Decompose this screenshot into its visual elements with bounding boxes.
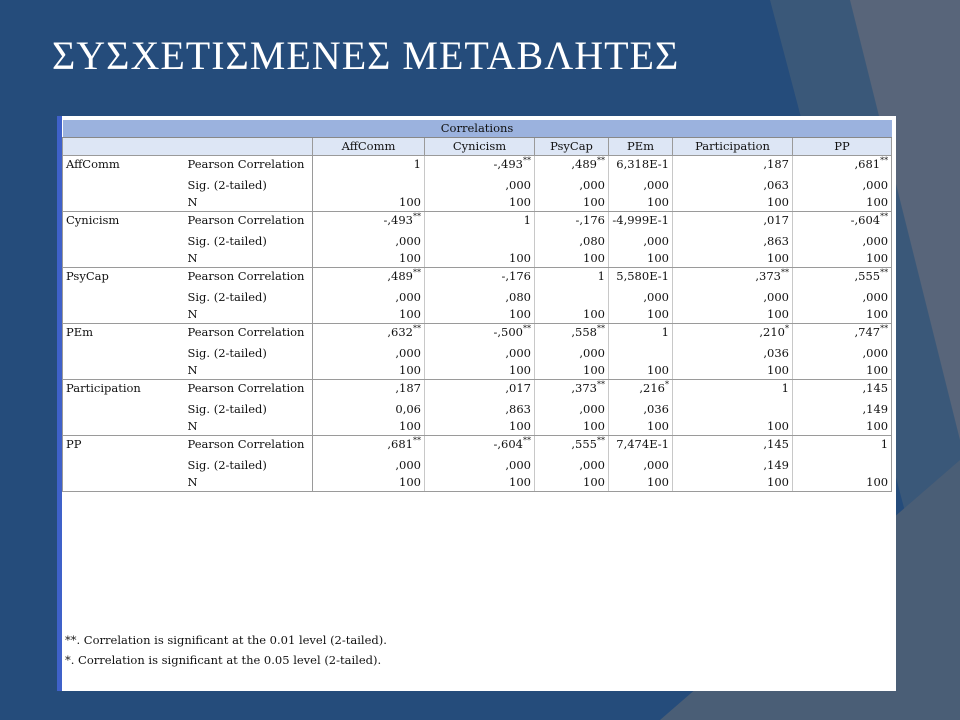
column-header: PEm [609, 138, 673, 156]
pearson-cell [609, 380, 673, 398]
pearson-cell [313, 324, 425, 342]
pearson-cell [673, 212, 793, 230]
pearson-cell [673, 268, 793, 286]
pearson-value: ,489 [387, 269, 413, 283]
row-stat-label: Sig. (2-tailed) [185, 341, 313, 362]
pearson-cell [535, 436, 609, 454]
row-stat-label: Pearson Correlation [185, 324, 313, 342]
pearson-cell [793, 380, 892, 398]
significance-marker: ** [523, 156, 531, 165]
table-row [63, 397, 892, 418]
pearson-value: 1 [661, 325, 669, 339]
pearson-value: ,489 [571, 157, 597, 171]
pearson-cell [535, 212, 609, 230]
pearson-cell [425, 380, 535, 398]
pearson-value: ,145 [862, 381, 889, 395]
sig-cell [673, 397, 793, 418]
table-row [63, 173, 892, 194]
pearson-cell [425, 212, 535, 230]
pearson-value: ,555 [571, 437, 597, 451]
significance-marker: ** [880, 212, 889, 221]
n-cell: 100 [609, 194, 673, 212]
row-stat-label: Pearson Correlation [185, 156, 313, 174]
pearson-value: 6,318E-1 [616, 157, 669, 171]
sig-cell: ,000 [609, 229, 673, 250]
pearson-value: 7,474E-1 [616, 437, 669, 451]
pearson-cell [673, 380, 793, 398]
table-row [63, 229, 892, 250]
n-cell: 100 [609, 474, 673, 492]
row-variable-label: Cynicism [63, 212, 185, 268]
pearson-value: ,210 [759, 325, 785, 339]
n-cell: 100 [535, 418, 609, 436]
pearson-value: ,555 [854, 269, 881, 283]
row-stat-label: Sig. (2-tailed) [185, 229, 313, 250]
sig-cell: 0,06 [313, 397, 425, 418]
significance-marker: ** [597, 380, 605, 389]
pearson-value: 1 [413, 157, 421, 171]
pearson-cell [673, 436, 793, 454]
pearson-value: 5,580E-1 [616, 269, 669, 283]
n-cell: 100 [313, 306, 425, 324]
table-row [63, 474, 892, 492]
pearson-cell [609, 156, 673, 174]
row-stat-label: N [185, 194, 313, 212]
sig-cell: ,000 [313, 229, 425, 250]
significance-marker: ** [597, 324, 605, 333]
significance-marker: ** [880, 156, 889, 165]
pearson-value: ,145 [763, 437, 789, 451]
sig-cell: ,000 [793, 173, 892, 194]
pearson-cell [425, 268, 535, 286]
pearson-cell [793, 324, 892, 342]
significance-marker: * [785, 324, 789, 333]
pearson-cell [793, 268, 892, 286]
pearson-cell [793, 212, 892, 230]
sig-cell: ,863 [425, 397, 535, 418]
row-stat-label: N [185, 306, 313, 324]
n-cell: 100 [535, 250, 609, 268]
pearson-cell [535, 156, 609, 174]
pearson-value: ,373 [755, 269, 781, 283]
sig-cell: ,000 [535, 173, 609, 194]
table-row [63, 453, 892, 474]
significance-marker: ** [413, 436, 421, 445]
n-cell: 100 [425, 250, 535, 268]
row-stat-label: Pearson Correlation [185, 268, 313, 286]
sig-cell: ,080 [535, 229, 609, 250]
table-row [63, 418, 892, 436]
table-row [63, 380, 892, 398]
n-cell: 100 [313, 362, 425, 380]
n-cell: 100 [609, 362, 673, 380]
pearson-cell [609, 324, 673, 342]
sig-cell: ,000 [535, 341, 609, 362]
pearson-cell [609, 212, 673, 230]
pearson-value: -4,999E-1 [612, 213, 669, 227]
row-variable-label: AffComm [63, 156, 185, 212]
row-stat-label: Pearson Correlation [185, 380, 313, 398]
sig-cell: ,080 [425, 285, 535, 306]
n-cell: 100 [535, 306, 609, 324]
n-cell: 100 [425, 306, 535, 324]
n-cell: 100 [425, 194, 535, 212]
sig-cell: ,000 [793, 285, 892, 306]
significance-marker: * [665, 380, 669, 389]
n-cell: 100 [793, 306, 892, 324]
correlations-table-panel [57, 116, 896, 691]
sig-cell: ,000 [609, 453, 673, 474]
table-row [63, 436, 892, 454]
pearson-cell [313, 212, 425, 230]
table-caption: Correlations [63, 120, 892, 138]
n-cell: 100 [793, 474, 892, 492]
sig-cell: ,000 [793, 229, 892, 250]
pearson-cell [609, 268, 673, 286]
slide-title: ΣΥΣΧΕΤΙΣΜΕΝΕΣ ΜΕΤΑΒΛΗΤΕΣ [52, 33, 680, 78]
sig-cell: ,063 [673, 173, 793, 194]
footnote-005: *. Correlation is significant at the 0.05 level (2-tailed). [65, 653, 382, 667]
pearson-cell [425, 324, 535, 342]
table-row [63, 341, 892, 362]
table-header-row [63, 138, 892, 156]
pearson-value: -,604 [850, 213, 881, 227]
sig-cell: ,000 [793, 341, 892, 362]
sig-cell: ,000 [313, 341, 425, 362]
sig-cell [313, 173, 425, 194]
pearson-cell [313, 268, 425, 286]
pearson-cell [535, 380, 609, 398]
sig-cell: ,000 [535, 397, 609, 418]
sig-cell: ,000 [609, 173, 673, 194]
pearson-value: ,681 [387, 437, 413, 451]
n-cell: 100 [793, 194, 892, 212]
pearson-cell [425, 436, 535, 454]
row-variable-label: PP [63, 436, 185, 492]
pearson-cell [313, 156, 425, 174]
row-variable-label: PEm [63, 324, 185, 380]
sig-cell: ,000 [535, 453, 609, 474]
pearson-value: -,493 [493, 157, 523, 171]
row-stat-label: N [185, 362, 313, 380]
pearson-value: -,604 [493, 437, 523, 451]
n-cell: 100 [425, 474, 535, 492]
column-header: PsyCap [535, 138, 609, 156]
pearson-value: -,176 [501, 269, 531, 283]
n-cell: 100 [425, 362, 535, 380]
n-cell: 100 [535, 474, 609, 492]
pearson-cell [793, 156, 892, 174]
table-footnotes [65, 630, 387, 670]
row-variable-label: PsyCap [63, 268, 185, 324]
n-cell: 100 [673, 474, 793, 492]
significance-marker: ** [523, 436, 531, 445]
row-stat-label: Sig. (2-tailed) [185, 285, 313, 306]
table-row [63, 156, 892, 174]
significance-marker: ** [413, 268, 421, 277]
pearson-cell [535, 324, 609, 342]
pearson-value: ,681 [854, 157, 881, 171]
table-row [63, 306, 892, 324]
n-cell: 100 [425, 418, 535, 436]
significance-marker: ** [781, 268, 789, 277]
row-stat-label: Sig. (2-tailed) [185, 397, 313, 418]
pearson-value: ,216 [639, 381, 665, 395]
pearson-value: ,373 [571, 381, 597, 395]
table-body [63, 156, 892, 492]
row-stat-label: N [185, 474, 313, 492]
pearson-cell [673, 324, 793, 342]
n-cell: 100 [793, 362, 892, 380]
pearson-value: -,493 [383, 213, 413, 227]
table-row [63, 250, 892, 268]
sig-cell: ,000 [425, 173, 535, 194]
n-cell: 100 [673, 306, 793, 324]
n-cell: 100 [673, 418, 793, 436]
row-stat-label: Sig. (2-tailed) [185, 453, 313, 474]
n-cell: 100 [673, 250, 793, 268]
sig-cell: ,000 [313, 285, 425, 306]
row-stat-label: Sig. (2-tailed) [185, 173, 313, 194]
significance-marker: ** [597, 436, 605, 445]
sig-cell [609, 341, 673, 362]
column-header: PP [793, 138, 892, 156]
n-cell: 100 [793, 250, 892, 268]
sig-cell: ,000 [313, 453, 425, 474]
significance-marker: ** [597, 156, 605, 165]
table-row [63, 268, 892, 286]
footnote-001: **. Correlation is significant at the 0.01 level (2-tailed). [65, 633, 387, 647]
table-row [63, 212, 892, 230]
pearson-value: -,176 [575, 213, 605, 227]
n-cell: 100 [609, 250, 673, 268]
pearson-cell [313, 380, 425, 398]
pearson-value: ,187 [395, 381, 421, 395]
row-stat-label: Pearson Correlation [185, 436, 313, 454]
pearson-value: ,187 [763, 157, 789, 171]
n-cell: 100 [313, 194, 425, 212]
pearson-cell [793, 436, 892, 454]
table-row [63, 362, 892, 380]
n-cell: 100 [313, 250, 425, 268]
pearson-value: ,558 [571, 325, 597, 339]
n-cell: 100 [313, 418, 425, 436]
pearson-cell [535, 268, 609, 286]
n-cell: 100 [313, 474, 425, 492]
sig-cell: ,149 [673, 453, 793, 474]
sig-cell: ,036 [609, 397, 673, 418]
pearson-value: 1 [597, 269, 605, 283]
significance-marker: ** [880, 268, 889, 277]
pearson-value: ,017 [505, 381, 531, 395]
pearson-value: 1 [880, 437, 889, 451]
n-cell: 100 [673, 194, 793, 212]
sig-cell: ,149 [793, 397, 892, 418]
n-cell: 100 [793, 418, 892, 436]
table-row [63, 285, 892, 306]
pearson-cell [673, 156, 793, 174]
pearson-value: 1 [523, 213, 531, 227]
sig-cell [535, 285, 609, 306]
table-row [63, 194, 892, 212]
sig-cell [425, 229, 535, 250]
significance-marker: ** [413, 212, 421, 221]
pearson-value: ,632 [387, 325, 413, 339]
significance-marker: ** [880, 324, 889, 333]
pearson-cell [425, 156, 535, 174]
column-header: Participation [673, 138, 793, 156]
pearson-cell [609, 436, 673, 454]
column-header: AffComm [313, 138, 425, 156]
n-cell: 100 [609, 306, 673, 324]
n-cell: 100 [535, 194, 609, 212]
correlations-table [62, 120, 892, 492]
table-row [63, 324, 892, 342]
pearson-cell [313, 436, 425, 454]
pearson-value: ,747 [854, 325, 881, 339]
column-header: Cynicism [425, 138, 535, 156]
row-variable-label: Participation [63, 380, 185, 436]
header-corner [63, 138, 313, 156]
sig-cell [793, 453, 892, 474]
n-cell: 100 [673, 362, 793, 380]
sig-cell: ,000 [425, 453, 535, 474]
row-stat-label: N [185, 250, 313, 268]
n-cell: 100 [609, 418, 673, 436]
row-stat-label: N [185, 418, 313, 436]
sig-cell: ,863 [673, 229, 793, 250]
significance-marker: ** [523, 324, 531, 333]
sig-cell: ,036 [673, 341, 793, 362]
pearson-value: ,017 [763, 213, 789, 227]
row-stat-label: Pearson Correlation [185, 212, 313, 230]
pearson-value: 1 [781, 381, 789, 395]
sig-cell: ,000 [673, 285, 793, 306]
n-cell: 100 [535, 362, 609, 380]
sig-cell: ,000 [425, 341, 535, 362]
sig-cell: ,000 [609, 285, 673, 306]
pearson-value: -,500 [493, 325, 523, 339]
significance-marker: ** [413, 324, 421, 333]
